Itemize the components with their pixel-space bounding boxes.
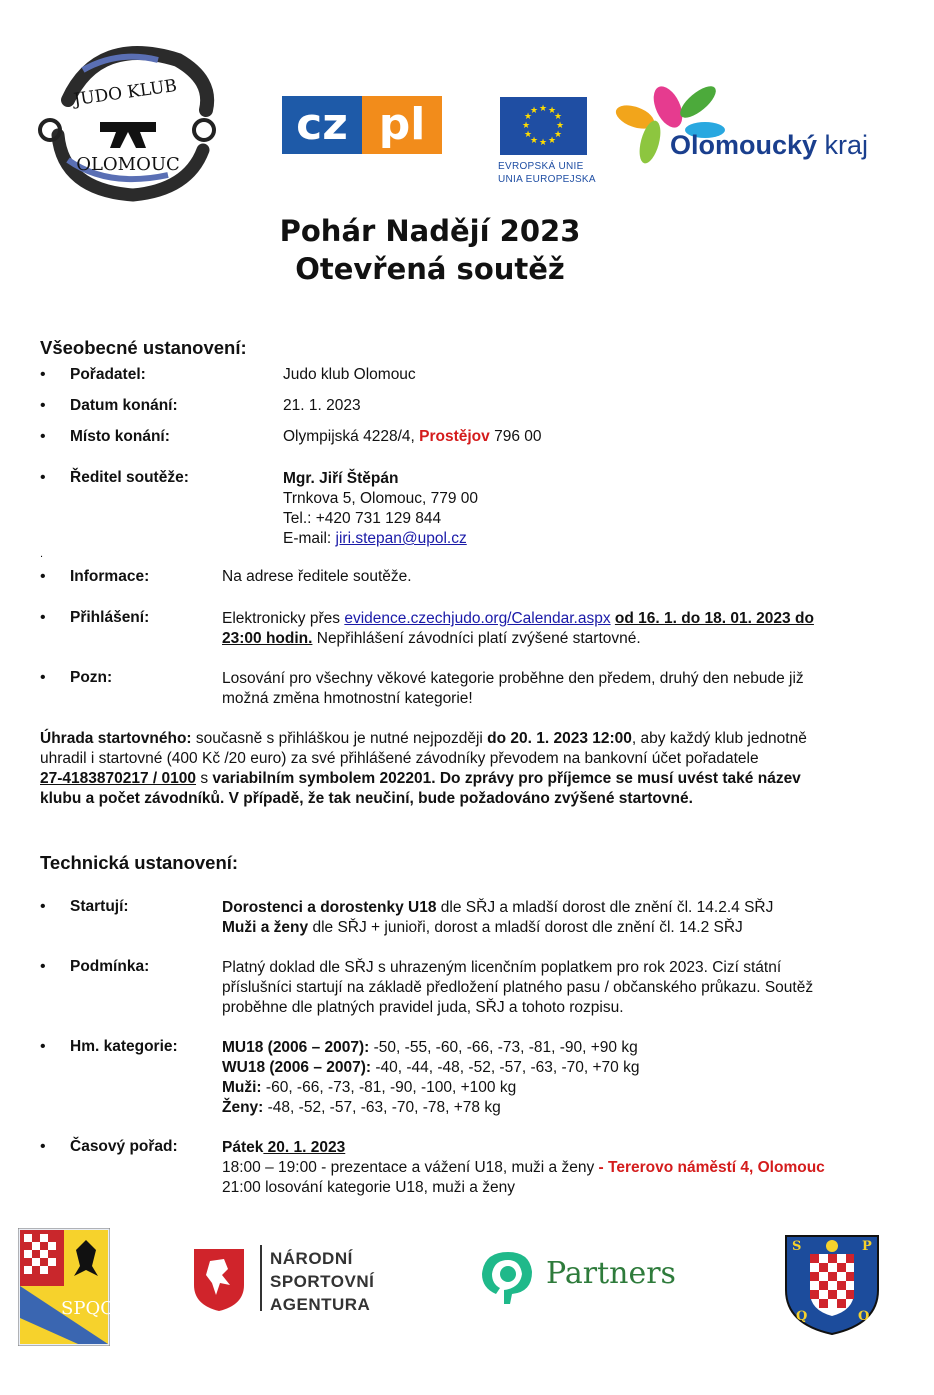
- w2: -40, -44, -48, -52, -57, -63, -70, +70 kg: [371, 1059, 640, 1076]
- eu-caption-2: UNIA EUROPEJSKA: [498, 174, 596, 185]
- bullet-icon: •: [40, 1138, 46, 1155]
- nsa-line-2: SPORTOVNÍ: [270, 1272, 375, 1291]
- pl-block: pl: [362, 96, 442, 154]
- director-name: Mgr. Jiří Štěpán: [283, 470, 399, 487]
- w2-bold: WU18 (2006 – 2007):: [222, 1059, 372, 1076]
- svg-text:★: ★: [521, 121, 531, 131]
- svg-text:★: ★: [547, 136, 557, 146]
- eu-flag: [500, 97, 587, 155]
- olk-rest: kraj: [817, 130, 869, 160]
- olomoucky-kraj-coat-of-arms: [18, 1228, 110, 1346]
- note-value: [222, 669, 902, 709]
- coat-letter-q: Q: [796, 1309, 808, 1324]
- schedule-label: Časový pořad:: [70, 1138, 178, 1155]
- organizer-value: Judo klub Olomouc: [283, 366, 416, 383]
- svg-text:★: ★: [547, 106, 557, 116]
- bullet-icon: •: [40, 366, 46, 383]
- stray-dot: .: [40, 548, 44, 560]
- bullet-icon: •: [40, 898, 46, 915]
- director-block: [283, 469, 478, 549]
- venue-label: Místo konání:: [70, 428, 170, 445]
- bullet-icon: •: [40, 469, 46, 486]
- title-line-2: Otevřená soutěž: [295, 252, 565, 286]
- condition-label: Podmínka:: [70, 958, 150, 975]
- bullet-icon: •: [40, 1038, 46, 1055]
- reg-post: Nepřihlášení závodníci platí zvýšené startovné.: [312, 630, 641, 647]
- payment-deadline: do 20. 1. 2023 12:00: [487, 730, 632, 747]
- director-address: Trnkova 5, Olomouc, 779 00: [283, 490, 478, 507]
- svg-text:★: ★: [538, 138, 548, 148]
- note-line-1: Losování pro všechny věkové kategorie proběhne den předem, druhý den nebude již: [222, 670, 804, 687]
- reg-pre: Elektronicky přes: [222, 610, 345, 627]
- bullet-icon: •: [40, 958, 46, 975]
- director-label: Ředitel soutěže:: [70, 469, 189, 486]
- olomoucky-kraj-logo: [610, 82, 890, 174]
- eu-caption: [498, 160, 596, 186]
- coat-letter-p: P: [862, 1239, 872, 1254]
- cz-block: cz: [282, 96, 362, 154]
- start-1: dle SŘJ a mladší dorost dle znění čl. 14.2.4 SŘJ: [436, 899, 774, 916]
- olk-bold: Olomoucký: [670, 130, 818, 160]
- date-label: Datum konání:: [70, 397, 178, 414]
- eu-caption-1: EVROPSKÁ UNIE: [498, 161, 584, 172]
- bullet-icon: •: [40, 609, 46, 626]
- svg-text:★: ★: [529, 136, 539, 146]
- registration-label: Přihlášení:: [70, 609, 150, 626]
- email-label: E-mail:: [283, 530, 336, 547]
- start-2: dle SŘJ + junioři, dorost a mladší dorost dle znění čl. 14.2 SŘJ: [308, 919, 743, 936]
- payment-line-4: klubu a počet závodníků. V případě, že tak neučiní, bude požadováno zvýšené startovné.: [40, 790, 693, 807]
- note-line-2: možná změna hmotnostní kategorie!: [222, 690, 473, 707]
- reg-deadline-a: od 16. 1. do 18. 01. 2023 do: [614, 610, 814, 627]
- technical-heading: Technická ustanovení:: [40, 852, 239, 873]
- venue-street: Olympijská 4228/4,: [283, 428, 420, 445]
- w3: -60, -66, -73, -81, -90, -100, +100 kg: [261, 1079, 517, 1096]
- weight-categories: [222, 1038, 902, 1118]
- nsa-text: [270, 1247, 374, 1316]
- w3-bold: Muži:: [222, 1079, 262, 1096]
- sched-date: 20. 1. 2023: [263, 1139, 346, 1156]
- payment-label: Úhrada startovného:: [40, 730, 192, 747]
- judo-logo-top-text: JUDO KLUB: [72, 75, 179, 111]
- svg-text:★: ★: [529, 106, 539, 116]
- note-label: Pozn:: [70, 669, 113, 686]
- registration-link[interactable]: evidence.czechjudo.org/Calendar.aspx: [344, 610, 611, 627]
- nsa-line-1: NÁRODNÍ: [270, 1249, 353, 1268]
- payment-line-2: uhradil i startovné (400 Kč /20 euro) za své přihlášené závodníky převodem na bankovní účet pořadatele: [40, 750, 759, 767]
- date-value: 21. 1. 2023: [283, 397, 361, 414]
- sched-2: 21:00 losování kategorie U18, muži a ženy: [222, 1179, 515, 1196]
- schedule-value: [222, 1138, 912, 1198]
- payment-t4: . Do zprávy pro příjemce se musí uvést také název: [431, 770, 801, 787]
- director-phone: Tel.: +420 731 129 844: [283, 510, 442, 527]
- start-label: Startují:: [70, 898, 129, 915]
- bank-account: 27-4183870217 / 0100: [40, 770, 197, 787]
- judo-klub-olomouc-logo: [38, 40, 216, 202]
- condition-value: [222, 958, 912, 1018]
- coat-spqo-text: SPQO: [61, 1298, 110, 1319]
- partners-wordmark: Partners: [546, 1256, 676, 1291]
- title-line-1: Pohár Nadějí 2023: [279, 214, 581, 248]
- narodni-sportovni-agentura-logo: [190, 1245, 380, 1315]
- w4: -48, -52, -57, -63, -70, -78, +78 kg: [263, 1099, 501, 1116]
- w4-bold: Ženy:: [222, 1099, 264, 1116]
- info-value: Na adrese ředitele soutěže.: [222, 568, 412, 585]
- bullet-icon: •: [40, 669, 46, 686]
- start-2-bold: Muži a ženy: [222, 919, 309, 936]
- nsa-line-3: AGENTURA: [270, 1295, 371, 1314]
- cond-line-1: Platný doklad dle SŘJ s uhrazeným licenčním poplatkem pro rok 2023. Cizí státní: [222, 959, 782, 976]
- payment-t3: s: [196, 770, 213, 787]
- svg-text:★: ★: [553, 112, 563, 122]
- cond-line-2: příslušníci startují na základě předložení platného pasu / občanského průkazu. Soutěž: [222, 979, 814, 996]
- cz-pl-logo: [282, 96, 442, 154]
- start-value: [222, 898, 902, 938]
- director-email-link[interactable]: jiri.stepan@upol.cz: [335, 530, 467, 547]
- bullet-icon: •: [40, 568, 46, 585]
- svg-text:★: ★: [553, 130, 563, 140]
- director-email-row: [283, 529, 478, 549]
- document-title: [0, 212, 860, 288]
- coat-letter-o: O: [858, 1309, 870, 1324]
- organizer-label: Pořadatel:: [70, 366, 146, 383]
- payment-t1: současně s přihláškou je nutné nejpozději: [191, 730, 488, 747]
- payment-t2: , aby každý klub jednotně: [631, 730, 807, 747]
- svg-text:★: ★: [555, 121, 565, 131]
- payment-paragraph: [40, 729, 920, 809]
- weight-label: Hm. kategorie:: [70, 1038, 178, 1055]
- w1-bold: MU18 (2006 – 2007):: [222, 1039, 370, 1056]
- svg-text:★: ★: [523, 112, 533, 122]
- venue-zip: 796 00: [489, 428, 542, 445]
- coat-letter-s: S: [792, 1239, 802, 1254]
- olomoucky-kraj-wordmark: [670, 130, 868, 161]
- olomouc-coat-of-arms: [782, 1232, 882, 1336]
- venue-city: Prostějov: [419, 428, 490, 445]
- sched-1-venue: - Tererovo náměstí 4, Olomouc: [598, 1159, 825, 1176]
- registration-value: [222, 609, 902, 649]
- svg-text:★: ★: [523, 130, 533, 140]
- judo-logo-bottom-text: OLOMOUC: [76, 154, 180, 175]
- venue-value: [283, 428, 541, 446]
- w1: -50, -55, -60, -66, -73, -81, -90, +90 kg: [369, 1039, 638, 1056]
- reg-deadline-b: 23:00 hodin.: [222, 630, 313, 647]
- sched-1: 18:00 – 19:00 - prezentace a vážení U18, muži a ženy: [222, 1159, 599, 1176]
- bullet-icon: •: [40, 428, 46, 445]
- partners-logo: [478, 1246, 683, 1306]
- svg-text:★: ★: [538, 104, 548, 114]
- eu-logo: [498, 97, 596, 189]
- info-label: Informace:: [70, 568, 150, 585]
- start-1-bold: Dorostenci a dorostenky U18: [222, 899, 437, 916]
- bullet-icon: •: [40, 397, 46, 414]
- general-heading: Všeobecné ustanovení:: [40, 337, 247, 358]
- sched-day: Pátek: [222, 1139, 264, 1156]
- variable-symbol: variabilním symbolem 202201: [212, 770, 432, 787]
- nsa-divider: [260, 1245, 262, 1311]
- cond-line-3: proběhne dle platných pravidel juda, SŘJ a tohoto rozpisu.: [222, 999, 624, 1016]
